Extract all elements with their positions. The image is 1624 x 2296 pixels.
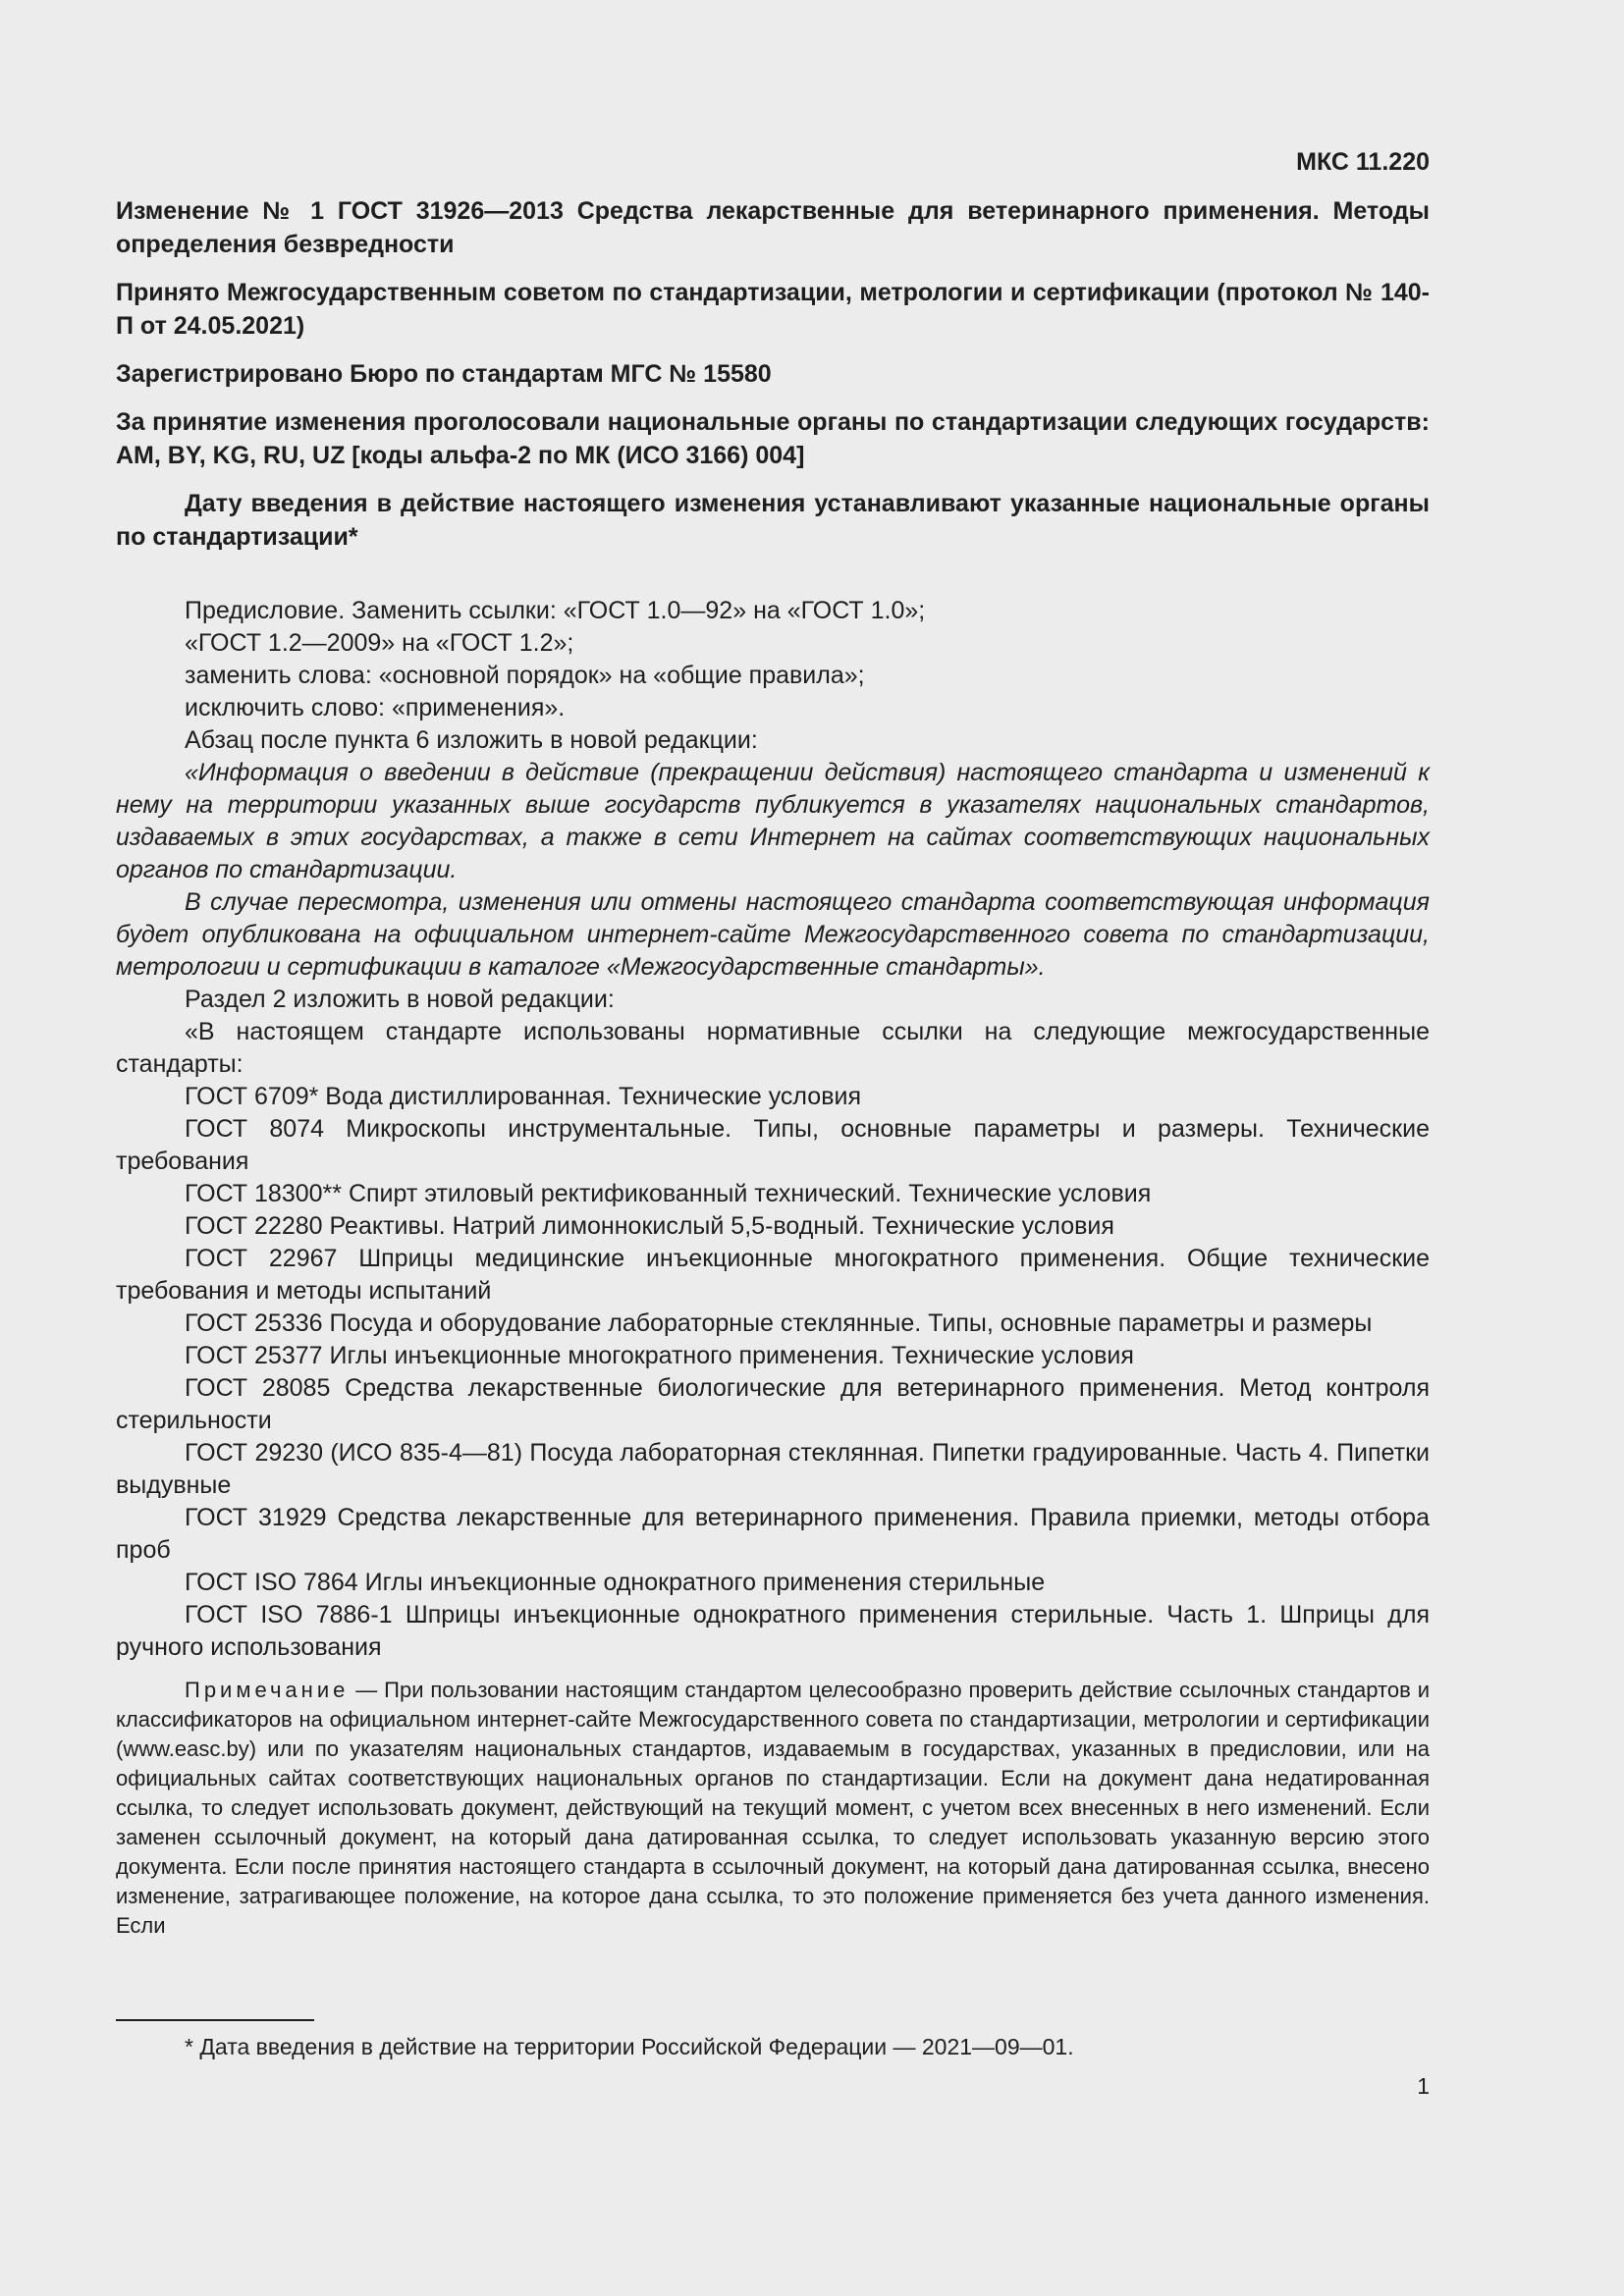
reference-item: ГОСТ ISO 7864 Иглы инъекционные однократного применения стерильные [185,1569,1046,1596]
footnote: * Дата введения в действие на территории Российской Федерации — 2021—09—01. [185,2034,1074,2059]
note-paragraph [116,1676,1430,1941]
paragraph: исключить слово: «применения». [185,694,566,721]
footnote-divider [116,2019,314,2021]
reference-item: ГОСТ 25377 Иглы инъекционные многократного применения. Технические условия [185,1342,1134,1369]
reference-item: ГОСТ 8074 Микроскопы инструментальные. Типы, основные параметры и размеры. Технические требования [116,1115,1430,1175]
reference-item: ГОСТ ISO 7886-1 Шприцы инъекционные однократного применения стерильные. Часть 1. Шприцы для ручного использования [116,1601,1430,1661]
reference-item: ГОСТ 22967 Шприцы медицинские инъекционные многократного применения. Общие технические требования и методы испытаний [116,1245,1430,1305]
paragraph: Предисловие. Заменить ссылки: «ГОСТ 1.0—92» на «ГОСТ 1.0»; [185,597,926,624]
effective-date-statement: Дату введения в действие настоящего изменения устанавливают указанные национальные органы по стандартизации* [116,490,1430,551]
voted-statement: За принятие изменения проголосовали национальные органы по стандартизации следующих государств: AM, BY, KG, RU, UZ [коды альфа-2 по МК (ИСО 3166) 004] [116,408,1430,469]
page-number: 1 [1417,2073,1430,2099]
accepted-statement: Принято Межгосударственным советом по стандартизации, метрологии и сертификации (протокол № 140-П от 24.05.2021) [116,279,1430,340]
paragraph: Абзац после пункта 6 изложить в новой редакции: [185,726,758,754]
reference-item: ГОСТ 18300** Спирт этиловый ректификованный технический. Технические условия [185,1180,1152,1207]
note-label: Примечание [185,1678,350,1702]
reference-item: ГОСТ 22280 Реактивы. Натрий лимоннокислый 5,5-водный. Технические условия [185,1212,1114,1240]
amendment-body [116,595,1430,1941]
paragraph: заменить слова: «основной порядок» на «общие правила»; [185,662,865,689]
quoted-paragraph: «Информация о введении в действие (прекращении действия) настоящего стандарта и изменений к нему на территории указанных выше государств публикуется в указателях национальных стандартов, издаваемых в этих государствах, а также в сети Интернет на сайтах соответствующих национальных органов по стандартизации. [116,759,1430,883]
mks-code: МКС 11.220 [1296,148,1430,176]
page-content [116,145,1430,1941]
quoted-paragraph: В случае пересмотра, изменения или отмены настоящего стандарта соответствующая информация будет опубликована на официальном интернет-сайте Межгосударственного совета по стандартизации, метрологии и сертификации в каталоге «Межгосударственные стандарты». [116,888,1430,981]
amendment-title: Изменение № 1 ГОСТ 31926—2013 Средства лекарственные для ветеринарного применения. Методы определения безвредности [116,197,1430,258]
note-text: — При пользовании настоящим стандартом целесообразно проверить действие ссылочных стандартов и классификаторов на официальном интернет-сайте Межгосударственного совета по стандартизации, метрологии и сертификации (www.easc.by) или по указателям национальных стандартов, издаваемым в государствах, указанных в предисловии, или на официальных сайтах соответствующих национальных органов по стандартизации. Если на документ дана недатированная ссылка, то следует использовать документ, действующий на текущий момент, с учетом всех внесенных в него изменений. Если заменен ссылочный документ, на который дана датированная ссылка, то следует использовать указанную версию этого документа. Если после принятия настоящего стандарта в ссылочный документ, на который дана датированная ссылка, внесено изменение, затрагивающее положение, на которое дана ссылка, то это положение применяется без учета данного изменения. Если [116,1678,1430,1938]
paragraph: «ГОСТ 1.2—2009» на «ГОСТ 1.2»; [185,629,574,657]
paragraph: «В настоящем стандарте использованы нормативные ссылки на следующие межгосударственные стандарты: [116,1018,1430,1078]
paragraph: Раздел 2 изложить в новой редакции: [185,986,615,1013]
reference-item: ГОСТ 31929 Средства лекарственные для ветеринарного применения. Правила приемки, методы отбора проб [116,1504,1430,1564]
reference-item: ГОСТ 29230 (ИСО 835-4—81) Посуда лабораторная стеклянная. Пипетки градуированные. Часть 4. Пипетки выдувные [116,1439,1430,1499]
reference-item: ГОСТ 6709* Вода дистиллированная. Технические условия [185,1083,861,1110]
reference-item: ГОСТ 25336 Посуда и оборудование лабораторные стеклянные. Типы, основные параметры и размеры [185,1309,1373,1337]
reference-item: ГОСТ 28085 Средства лекарственные биологические для ветеринарного применения. Метод контроля стерильности [116,1374,1430,1434]
registered-statement: Зарегистрировано Бюро по стандартам МГС № 15580 [116,360,772,388]
